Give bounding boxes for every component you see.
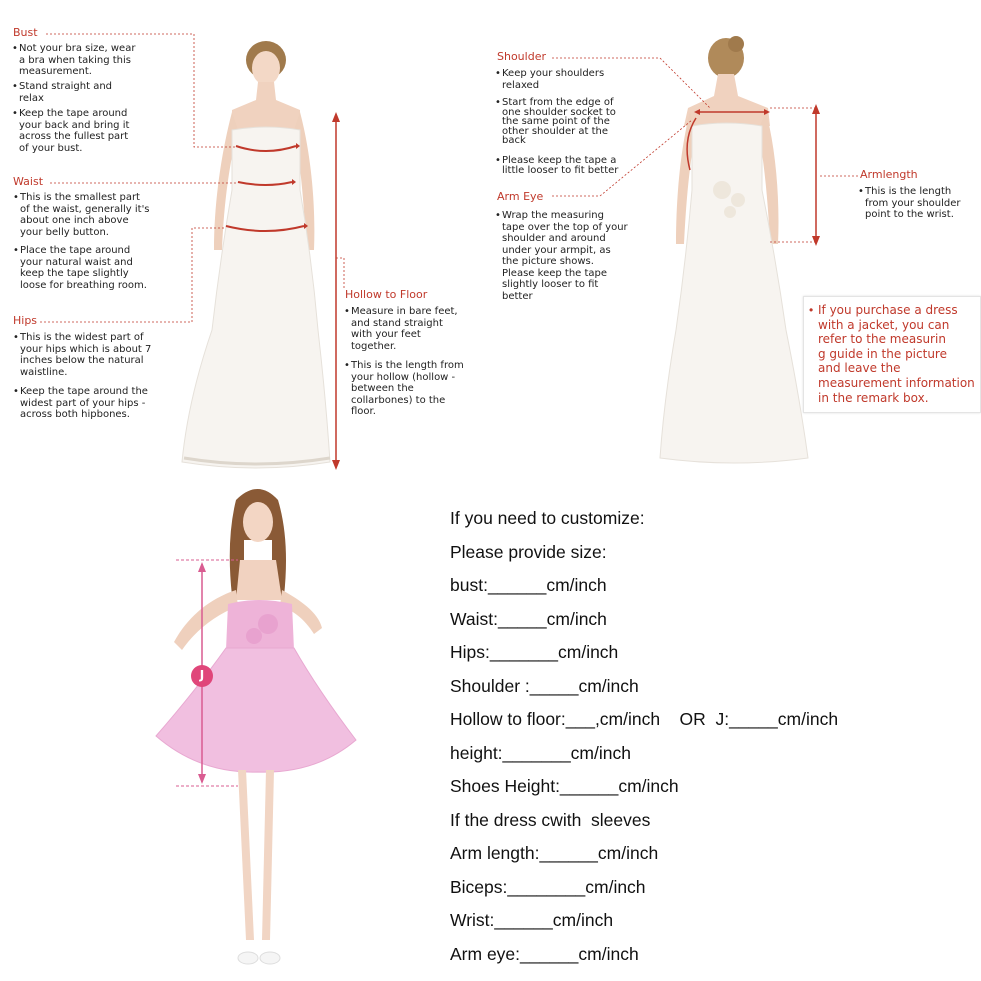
- hips-title: Hips: [13, 314, 38, 327]
- pink-dress-figure: [156, 489, 356, 964]
- hollow-to-floor-size-line: Hollow to floor:___,cm/inch OR J:_____cm/inch: [450, 709, 839, 729]
- bride-front-figure: [182, 41, 340, 470]
- shoes-height-size-line: Shoes Height:______cm/inch: [450, 776, 679, 796]
- jacket-note-box: [803, 296, 981, 413]
- jacket-note-text: If you purchase a dress with a jacket, you can refer to the measurin g guide in the picture and leave the measurement information in the remark box.: [818, 303, 975, 405]
- shoulder-bullet-2: • Start from the edge of one shoulder socket to the same point of the other shoulder at the back: [495, 97, 616, 146]
- biceps-size-line: Biceps:________cm/inch: [450, 876, 646, 897]
- bust-title: Bust: [13, 26, 38, 39]
- j-marker-label: J: [199, 668, 205, 682]
- provide-size-heading: Please provide size:: [450, 541, 607, 562]
- shoulder-bullet-1: • Keep your shoulders relaxed: [495, 68, 605, 91]
- hips-bullet-1: • This is the widest part of your hips which is about 7 inches below the natural waistline.: [13, 332, 152, 378]
- waist-size-line: Waist:_____cm/inch: [450, 608, 607, 629]
- bust-bullet-3: • Keep the tape around your back and bring it across the fullest part of your bust.: [12, 108, 130, 154]
- armlength-title: Armlength: [860, 168, 918, 181]
- bust-size-line: bust:______cm/inch: [450, 575, 607, 595]
- hips-size-line: Hips:_______cm/inch: [450, 642, 619, 662]
- hollow-bullet-2: • This is the length from your hollow (hollow - between the collarbones) to the floor.: [344, 360, 464, 417]
- hollow-title: Hollow to Floor: [345, 288, 428, 301]
- armlength-bullet-1: • This is the length from your shoulder point to the wrist.: [858, 186, 961, 220]
- note-bullet-icon: •: [809, 303, 814, 317]
- shoulder-bullet-3: • Please keep the tape a little looser to fit better: [495, 155, 619, 176]
- arm-eye-title: Arm Eye: [497, 190, 544, 203]
- sleeves-heading: If the dress cwith sleeves: [450, 809, 651, 830]
- bust-bullet-2: • Stand straight and relax: [12, 81, 113, 104]
- height-size-line: height:_______cm/inch: [450, 742, 631, 763]
- arm-eye-bullet-1: • Wrap the measuring tape over the top of your shoulder and around under your armpit, as the picture shows. Please keep the tape slightly looser to fit better: [495, 210, 628, 302]
- shoulder-title: Shoulder: [497, 50, 546, 63]
- waist-bullet-1: • This is the smallest part of the waist, generally it's about one inch above your belly button.: [13, 192, 150, 238]
- shoulder-size-line: Shoulder :_____cm/inch: [450, 675, 639, 696]
- hips-bullet-2: • Keep the tape around the widest part of your hips - across both hipbones.: [13, 386, 148, 420]
- arm-eye-size-line: Arm eye:______cm/inch: [450, 943, 639, 964]
- wrist-size-line: Wrist:______cm/inch: [450, 910, 614, 930]
- waist-bullet-2: • Place the tape around your natural waist and keep the tape slightly loose for breathing room.: [13, 245, 147, 291]
- hollow-bullet-1: • Measure in bare feet, and stand straight with your feet together.: [344, 306, 458, 352]
- bride-back-figure: [660, 36, 820, 463]
- arm-length-size-line: Arm length:______cm/inch: [450, 843, 659, 863]
- customize-heading: If you need to customize:: [450, 508, 645, 528]
- waist-title: Waist: [13, 175, 44, 188]
- bust-bullet-1: • Not your bra size, wear a bra when taking this measurement.: [12, 43, 136, 77]
